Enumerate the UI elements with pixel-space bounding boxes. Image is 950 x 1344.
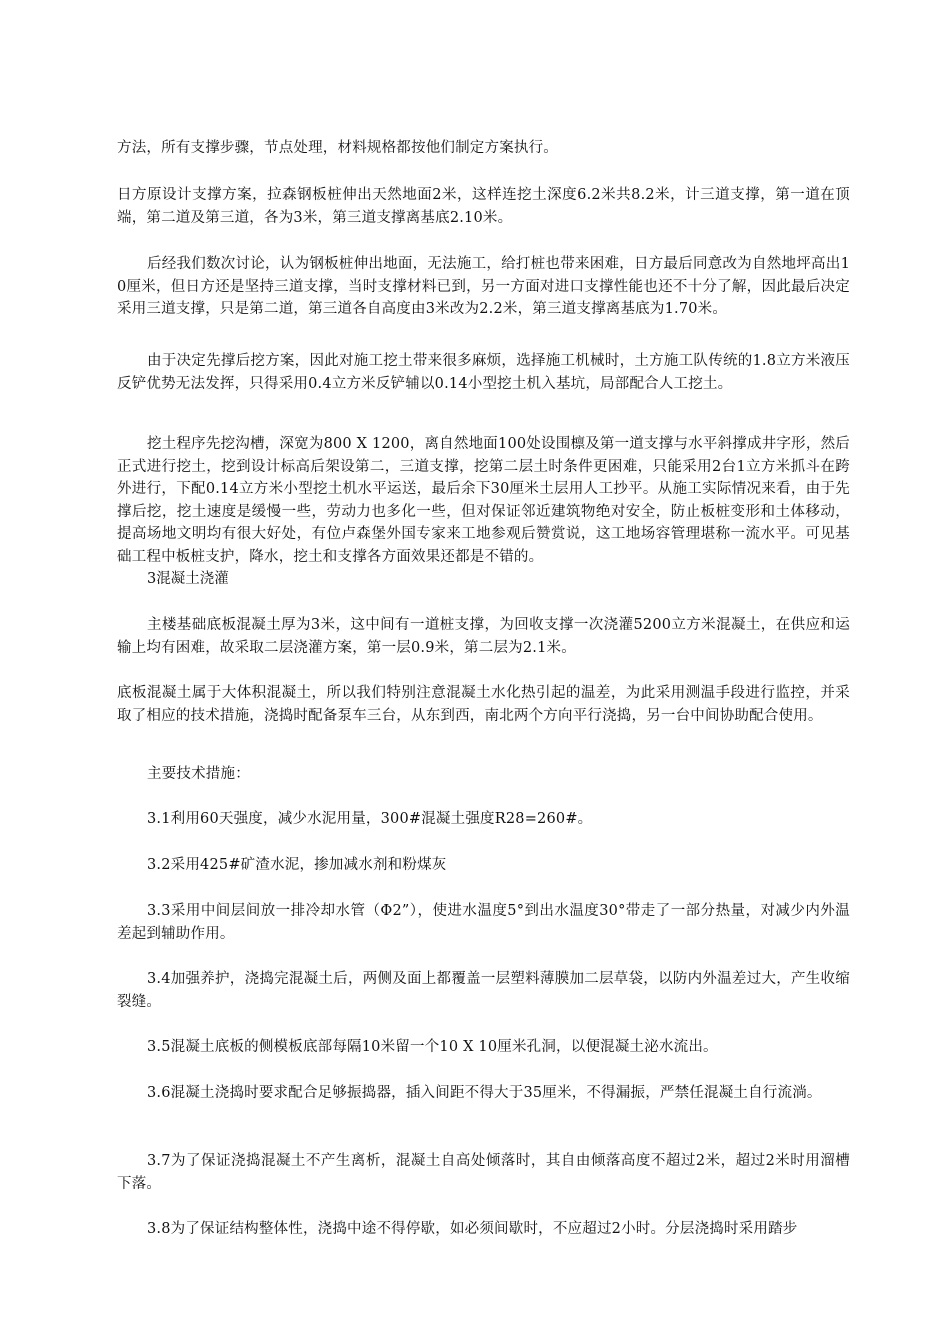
list-item-3-8: 3.8为了保证结构整体性，浇捣中途不得停歇，如必须间歇时，不应超过2小时。分层浇捣时采用踏步 xyxy=(147,1221,798,1237)
list-item-3-6: 3.6混凝土浇捣时要求配合足够振捣器，插入间距不得大于35厘米，不得漏振，严禁任混凝土自行流淌。 xyxy=(147,1085,822,1101)
list-item-3-2: 3.2采用425#矿渣水泥，掺加减水剂和粉煤灰 xyxy=(147,857,447,873)
paragraph-excavation-plan: 由于决定先撑后挖方案，因此对施工挖土带来很多麻烦，选择施工机械时，土方施工队传统的1.8立方米液压反铲优势无法发挥，只得采用0.4立方米反铲辅以0.14小型挖土机入基坑，局部配合人工挖土。 xyxy=(117,353,850,392)
section-heading-concrete-pouring: 3混凝土浇灌 xyxy=(147,571,229,587)
paragraph-excavation-procedure: 挖土程序先挖沟槽，深宽为800 X 1200，离自然地面100处设围檩及第一道支撑与水平斜撑成井字形，然后正式进行挖土，挖到设计标高后架设第二，三道支撑，挖第二层土时条件更困难，只能采用2台1立方米抓斗在跨外进行，下配0.14立方米小型挖土机水平运送，最后余下30厘米土层用人工抄平。从施工实际情况来看，由于先撑后挖，挖土速度是缓慢一些，劳动力也多化一些，但对保证邻近建筑物绝对安全，防止板桩变形和土体移动，提高场地文明均有很大好处，有位卢森堡外国专家来工地参观后赞赏说，这工地场容管理堪称一流水平。可见基础工程中板桩支护，降水，挖土和支撑各方面效果还都是不错的。 xyxy=(117,436,850,565)
list-item-3-1: 3.1利用60天强度，减少水泥用量，300#混凝土强度R28=260#。 xyxy=(147,811,593,827)
paragraph-main-measures: 主要技术措施： xyxy=(147,766,250,782)
paragraph-original-design: 日方原设计支撑方案，拉森钢板桩伸出天然地面2米，这样连挖土深度6.2米共8.2米，计三道支撑，第一道在顶端，第二道及第三道，各为3米，第三道支撑离基底2.10米。 xyxy=(117,187,850,226)
list-item-3-3: 3.3采用中间层间放一排冷却水管（Φ2”），使进水温度5°到出水温度30°带走了一部分热量，对减少内外温差起到辅助作用。 xyxy=(117,903,850,942)
list-item-3-5: 3.5混凝土底板的侧模板底部每隔10米留一个10 X 10厘米孔洞，以便混凝土泌水流出。 xyxy=(147,1039,718,1055)
paragraph-support-method: 方法，所有支撑步骤，节点处理，材料规格都按他们制定方案执行。 xyxy=(117,140,558,156)
paragraph-mass-concrete: 底板混凝土属于大体积混凝土，所以我们特别注意混凝土水化热引起的温差，为此采用测温手段进行监控，并采取了相应的技术措施，浇捣时配备泵车三台，从东到西，南北两个方向平行浇捣，另一台中间协助配合使用。 xyxy=(117,685,850,724)
list-item-3-4: 3.4加强养护，浇捣完混凝土后，两侧及面上都覆盖一层塑料薄膜加二层草袋，以防内外温差过大，产生收缩裂缝。 xyxy=(117,971,850,1010)
list-item-3-7: 3.7为了保证浇捣混凝土不产生离析，混凝土自高处倾落时，其自由倾落高度不超过2米，超过2米时用溜槽下落。 xyxy=(117,1153,850,1192)
paragraph-base-slab: 主楼基础底板混凝土厚为3米，这中间有一道桩支撑，为回收支撑一次浇灌5200立方米混凝土，在供应和运输上均有困难，故采取二层浇灌方案，第一层0.9米，第二层为2.1米。 xyxy=(117,617,850,656)
paragraph-discussion: 后经我们数次讨论，认为钢板桩伸出地面，无法施工，给打桩也带来困难，日方最后同意改为自然地坪高出10厘米，但日方还是坚持三道支撑，当时支撑材料已到，另一方面对进口支撑性能也还不十分了解，因此最后决定采用三道支撑，只是第二道，第三道各自高度由3米改为2.2米，第三道支撑离基底为1.70米。 xyxy=(117,256,850,317)
